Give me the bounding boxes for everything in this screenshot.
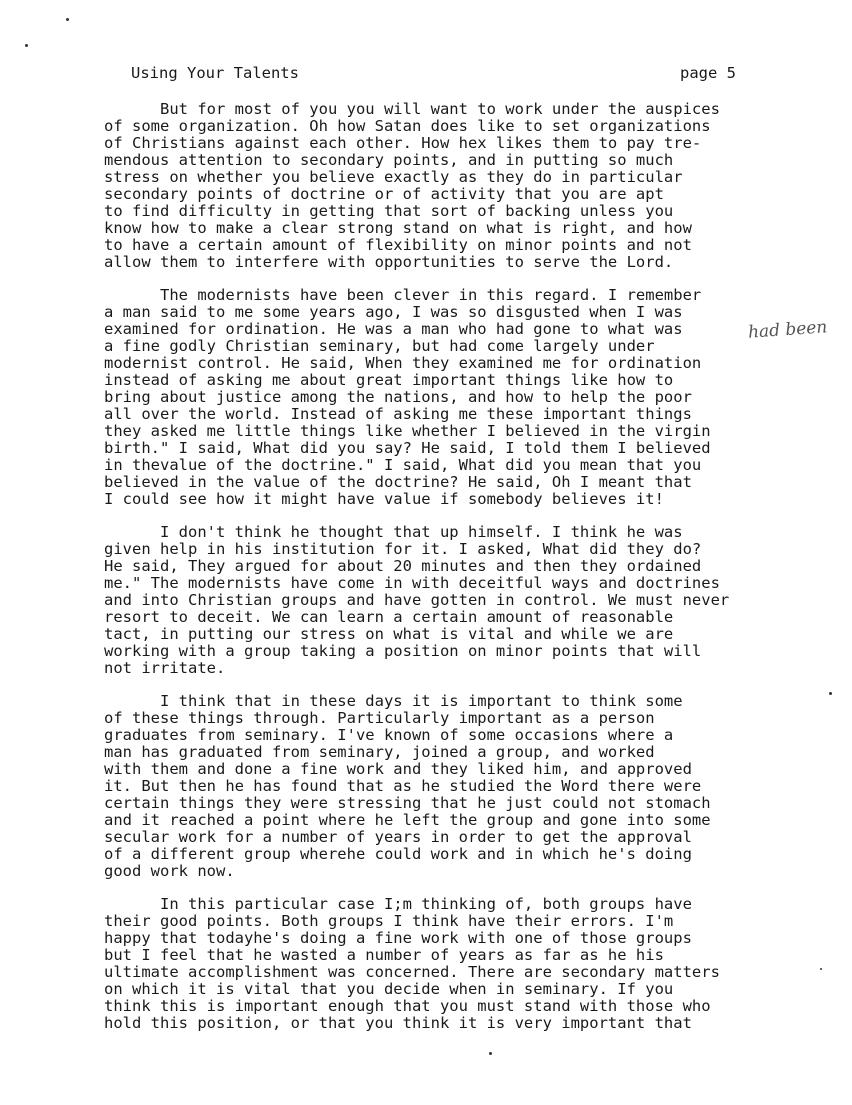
text-line: stress on whether you believe exactly as they do in particular	[104, 168, 683, 186]
text-line: allow them to interfere with opportunities to serve the Lord.	[104, 253, 674, 271]
paragraph-4	[104, 693, 824, 880]
text-line: happy that todayhe's doing a fine work with one of those groups	[104, 929, 692, 947]
paragraph-5	[104, 896, 824, 1032]
text-line: and into Christian groups and have gotten in control. We must never	[104, 591, 730, 609]
text-line: examined for ordination. He was a man who had gone to what was	[104, 320, 683, 338]
text-line: good work now.	[104, 862, 235, 880]
text-line: birth." I said, What did you say? He said, I told them I believed	[104, 439, 711, 457]
text-line: ultimate accomplishment was concerned. There are secondary matters	[104, 963, 720, 981]
text-line: on which it is vital that you decide when in seminary. If you	[104, 980, 674, 998]
text-line: not irritate.	[104, 659, 226, 677]
scan-speck	[66, 18, 69, 21]
scan-speck	[829, 692, 832, 695]
text-line: in thevalue of the doctrine." I said, What did you mean that you	[104, 456, 702, 474]
text-line: a fine godly Christian seminary, but had come largely under	[104, 337, 655, 355]
text-line: I don't think he thought that up himself. I think he was	[104, 523, 683, 541]
text-line: bring about justice among the nations, and how to help the poor	[104, 388, 692, 406]
text-line: and it reached a point where he left the group and gone into some	[104, 811, 711, 829]
text-line: of Christians against each other. How hex likes them to pay tre-	[104, 134, 702, 152]
text-line: of a different group wherehe could work and in which he's doing	[104, 845, 692, 863]
text-line: The modernists have been clever in this regard. I remember	[104, 286, 702, 304]
page-number: page 5	[680, 64, 736, 82]
text-line: hold this position, or that you think it is very important that	[104, 1014, 692, 1032]
text-line: In this particular case I;m thinking of, both groups have	[104, 895, 692, 913]
text-line: believed in the value of the doctrine? He said, Oh I meant that	[104, 473, 692, 491]
text-line: their good points. Both groups I think have their errors. I'm	[104, 912, 674, 930]
scan-speck	[25, 44, 28, 47]
scan-speck	[489, 1052, 492, 1055]
text-line: He said, They argued for about 20 minutes and then they ordained	[104, 557, 702, 575]
text-line: of some organization. Oh how Satan does like to set organizations	[104, 117, 711, 135]
handwritten-annotation: had been	[747, 317, 828, 343]
running-header-title: Using Your Talents	[131, 64, 299, 82]
text-line: to have a certain amount of flexibility on minor points and not	[104, 236, 692, 254]
text-line: resort to deceit. We can learn a certain amount of reasonable	[104, 608, 674, 626]
paragraph-1	[104, 101, 824, 271]
text-line: but I feel that he wasted a number of years as far as he his	[104, 946, 664, 964]
text-line: know how to make a clear strong stand on what is right, and how	[104, 219, 692, 237]
text-line: secular work for a number of years in order to get the approval	[104, 828, 692, 846]
text-line: instead of asking me about great important things like how to	[104, 371, 674, 389]
paragraph-3	[104, 524, 824, 677]
text-line: I could see how it might have value if somebody believes it!	[104, 490, 664, 508]
text-line: of these things through. Particularly important as a person	[104, 709, 655, 727]
text-line: given help in his institution for it. I asked, What did they do?	[104, 540, 702, 558]
text-line: it. But then he has found that as he studied the Word there were	[104, 777, 702, 795]
text-line: a man said to me some years ago, I was so disgusted when I was	[104, 303, 683, 321]
text-line: tact, in putting our stress on what is vital and while we are	[104, 625, 674, 643]
text-line: man has graduated from seminary, joined a group, and worked	[104, 743, 655, 761]
text-line: mendous attention to secondary points, and in putting so much	[104, 151, 674, 169]
scan-speck	[820, 968, 822, 970]
text-line: they asked me little things like whether I believed in the virgin	[104, 422, 711, 440]
text-line: working with a group taking a position on minor points that will	[104, 642, 702, 660]
text-line: to find difficulty in getting that sort of backing unless you	[104, 202, 674, 220]
text-line: with them and done a fine work and they liked him, and approved	[104, 760, 692, 778]
text-line: graduates from seminary. I've known of some occasions where a	[104, 726, 674, 744]
text-line: modernist control. He said, When they examined me for ordination	[104, 354, 702, 372]
text-line: secondary points of doctrine or of activity that you are apt	[104, 185, 664, 203]
text-line: certain things they were stressing that he just could not stomach	[104, 794, 711, 812]
text-line: But for most of you you will want to work under the auspices	[104, 100, 720, 118]
paragraph-2	[104, 287, 824, 508]
text-line: I think that in these days it is important to think some	[104, 692, 683, 710]
text-line: me." The modernists have come in with deceitful ways and doctrines	[104, 574, 720, 592]
text-line: think this is important enough that you must stand with those who	[104, 997, 711, 1015]
text-line: all over the world. Instead of asking me these important things	[104, 405, 692, 423]
